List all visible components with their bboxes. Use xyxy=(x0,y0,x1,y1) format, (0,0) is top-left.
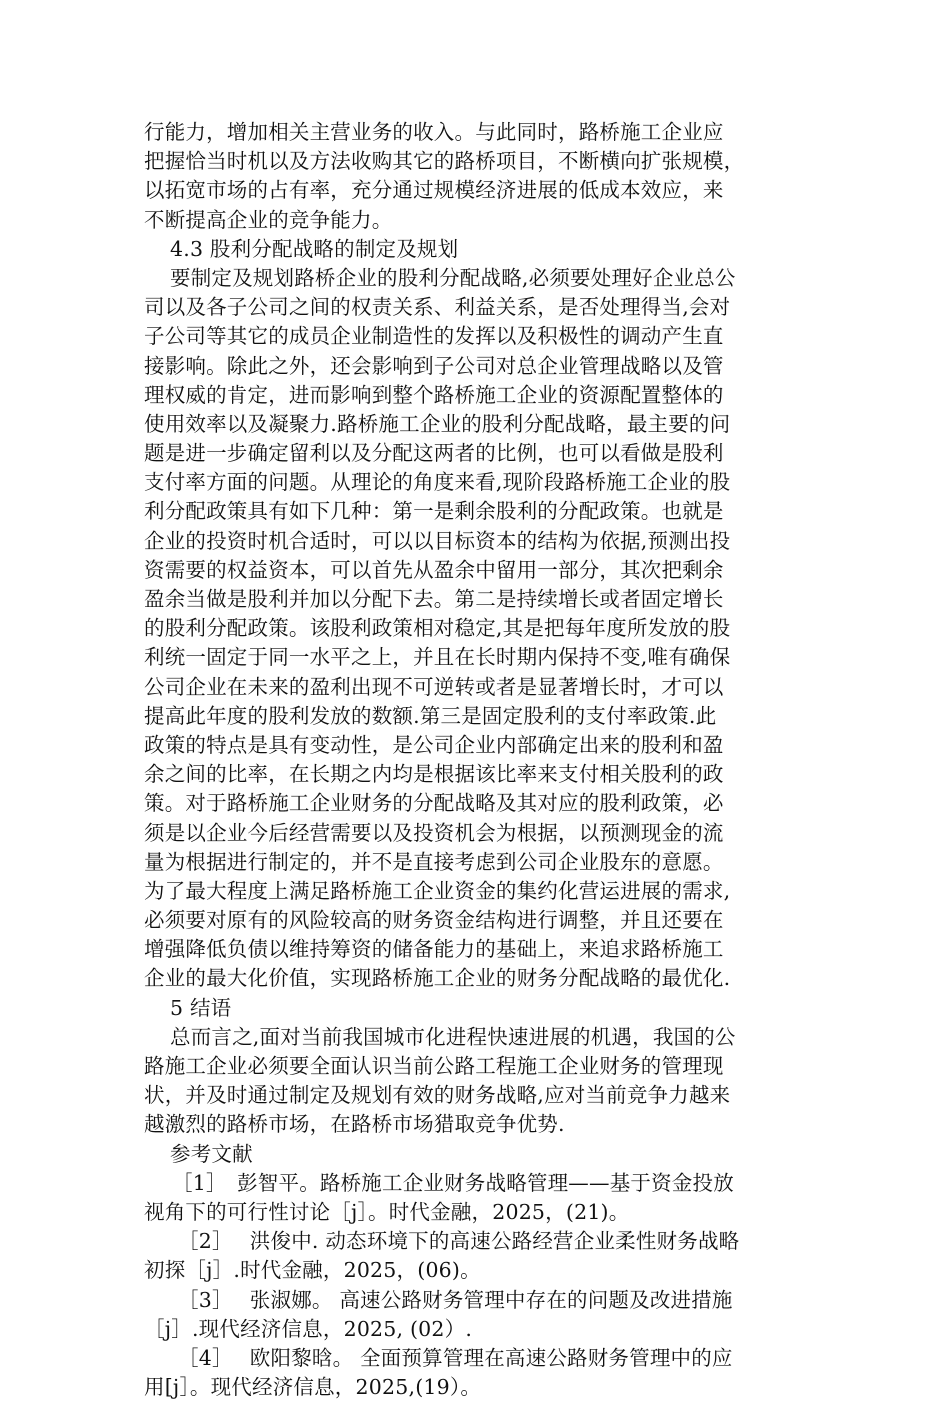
text-line: 须是以企业今后经营需要以及投资机会为根据，以预测现金的流 xyxy=(144,820,724,845)
text-line: 把握恰当时机以及方法收购其它的路桥项目，不断横向扩张规模， xyxy=(144,149,745,174)
paragraph-conclusion xyxy=(144,1023,784,1140)
text-line: 为了最大程度上满足路桥施工企业资金的集约化营运进展的需求, xyxy=(144,878,731,903)
document-page xyxy=(144,118,784,1402)
text-line: 利分配政策具有如下几种：第一是剩余股利的分配政策。也就是 xyxy=(144,499,724,524)
text-line: 以拓宽市场的占有率，充分通过规模经济进展的低成本效应，来 xyxy=(144,178,724,203)
text-line: 企业的最大化价值，实现路桥施工企业的财务分配战略的最优化. xyxy=(144,966,731,991)
reference-line: ［4］ 欧阳黎晗。 全面预算管理在高速公路财务管理中的应 xyxy=(178,1345,733,1370)
text-line: 支付率方面的问题。从理论的角度来看,现阶段路桥施工企业的股 xyxy=(144,470,731,495)
text-line: 策。对于路桥施工企业财务的分配战略及其对应的股利政策，必 xyxy=(144,791,724,816)
text-line: 使用效率以及凝聚力.路桥施工企业的股利分配战略，最主要的问 xyxy=(144,411,731,436)
text-line: 越激烈的路桥市场，在路桥市场猎取竞争优势. xyxy=(144,1112,565,1137)
text-line: 盈余当做是股利并加以分配下去。第二是持续增长或者固定增长 xyxy=(144,587,724,611)
text-line: 司以及各子公司之间的权责关系、利益关系，是否处理得当,会对 xyxy=(144,295,731,320)
text-line: 增强降低负债以维持筹资的储备能力的基础上，来追求路桥施工 xyxy=(144,937,724,962)
text-line: 资需要的权益资本，可以首先从盈余中留用一部分，其次把剩余 xyxy=(144,557,724,582)
reference-item xyxy=(144,1169,784,1227)
text-line: 总而言之,面对当前我国城市化进程快速进展的机遇，我国的公 xyxy=(170,1024,736,1049)
text-line: 行能力，增加相关主营业务的收入。与此同时，路桥施工企业应 xyxy=(144,120,724,144)
text-line: 理权威的肯定，进而影响到整个路桥施工企业的资源配置整体的 xyxy=(144,382,724,407)
reference-line: ［3］ 张淑娜。 高速公路财务管理中存在的问题及改进措施 xyxy=(178,1287,733,1312)
text-line: 余之间的比率，在长期之内均是根据该比率来支付相关股利的政 xyxy=(144,762,724,787)
reference-line: 初探［j］.时代金融，2025，(06)。 xyxy=(144,1258,481,1283)
text-line: 要制定及规划路桥企业的股利分配战略,必须要处理好企业总公 xyxy=(170,265,736,290)
section-heading-5: 5 结语 xyxy=(170,995,232,1020)
text-line: 题是进一步确定留利以及分配这两者的比例，也可以看做是股利 xyxy=(144,441,724,466)
text-line: 量为根据进行制定的，并不是直接考虑到公司企业股东的意愿。 xyxy=(144,849,724,874)
reference-line: ［j］.现代经济信息，2025, (02）. xyxy=(144,1316,473,1341)
text-line: 子公司等其它的成员企业制造性的发挥以及积极性的调动产生直 xyxy=(144,324,724,349)
reference-line: ［2］ 洪俊中. 动态环境下的高速公路经营企业柔性财务战略 xyxy=(178,1229,740,1254)
text-line: 接影响。除此之外，还会影响到子公司对总企业管理战略以及管 xyxy=(144,353,724,378)
text-line: 政策的特点是具有变动性，是公司企业内部确定出来的股利和盈 xyxy=(144,732,724,757)
text-line: 提高此年度的股利发放的数额.第三是固定股利的支付率政策.此 xyxy=(144,703,717,728)
section-heading-4-3: 4.3 股利分配战略的制定及规划 xyxy=(170,236,459,261)
text-line: 企业的投资时机合适时，可以以目标资本的结构为依据,预测出投 xyxy=(144,528,731,553)
reference-item xyxy=(144,1344,784,1402)
text-line: 利统一固定于同一水平之上，并且在长时期内保持不变,唯有确保 xyxy=(144,645,731,670)
references-heading: 参考文献 xyxy=(170,1141,253,1166)
text-line: 公司企业在未来的盈利出现不可逆转或者是显著增长时，才可以 xyxy=(144,674,724,699)
reference-list xyxy=(144,1169,784,1402)
reference-item xyxy=(144,1227,784,1285)
text-line: 不断提高企业的竞争能力。 xyxy=(144,207,393,232)
text-line: 路施工企业必须要全面认识当前公路工程施工企业财务的管理现 xyxy=(144,1054,724,1078)
text-line: 的股利分配政策。该股利政策相对稳定,其是把每年度所发放的股 xyxy=(144,616,731,641)
reference-line: 用[j］。现代经济信息，2025,(19）。 xyxy=(144,1375,482,1400)
reference-line: 视角下的可行性讨论［j］。时代金融，2025，(21)。 xyxy=(144,1199,630,1224)
reference-line: ［1］ 彭智平。路桥施工企业财务战略管理——基于资金投放 xyxy=(172,1170,734,1195)
text-line: 状，并及时通过制定及规划有效的财务战略,应对当前竞争力越来 xyxy=(144,1083,731,1108)
paragraph-4-3 xyxy=(144,264,784,994)
reference-item xyxy=(144,1286,784,1344)
paragraph-intro xyxy=(144,118,784,235)
text-line: 必须要对原有的风险较高的财务资金结构进行调整，并且还要在 xyxy=(144,908,724,933)
